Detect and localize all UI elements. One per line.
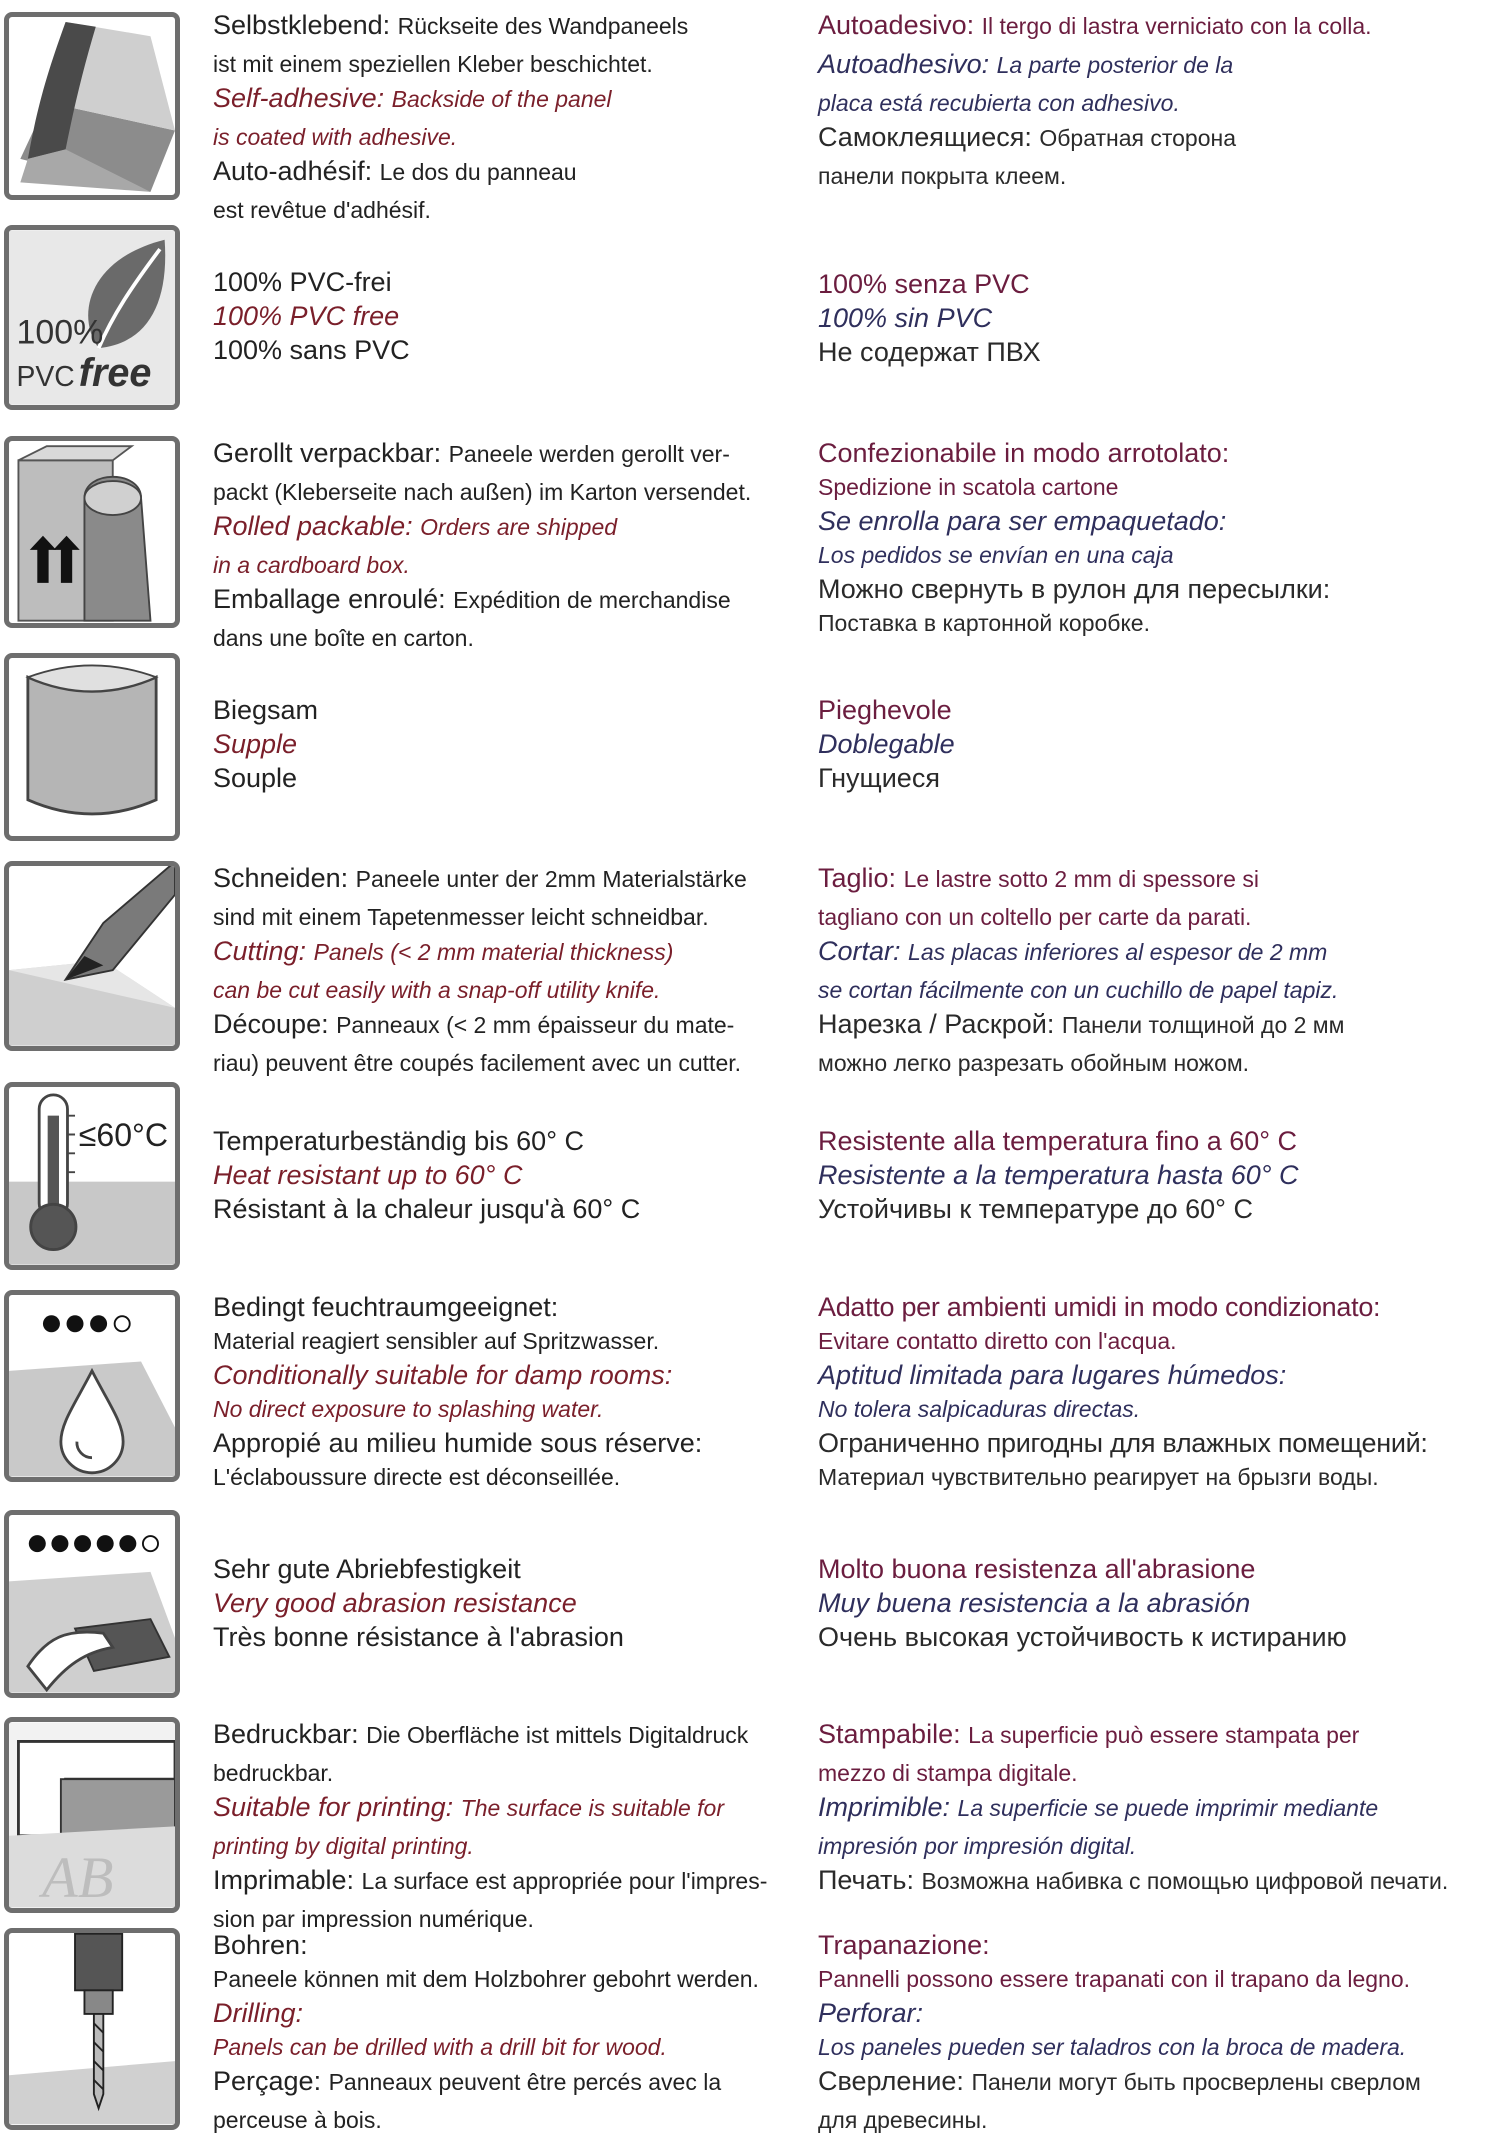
feature-text-de-en-fr [213, 861, 823, 1080]
icon-label-free: free [78, 350, 152, 395]
rating-dot-filled [51, 1535, 68, 1552]
text-ru: Поставка в картонной коробке. [818, 610, 1150, 636]
heading-en: Conditionally suitable for damp rooms: [213, 1360, 673, 1390]
feature-text-de-en-fr [213, 1928, 823, 2137]
text-es: La parte posterior de la [996, 52, 1234, 78]
rating-dot-filled [119, 1535, 136, 1552]
text-ru: Панели могут быть просверлены сверлом [971, 2069, 1421, 2095]
feature-text-de-en-fr [213, 436, 823, 655]
text-fr: Panneaux peuvent être percés avec la [328, 2069, 722, 2095]
heading-de: Sehr gute Abriebfestigkeit [213, 1554, 521, 1584]
text-fr-cont: riau) peuvent être coupés facilement avec un cutter. [213, 1050, 742, 1076]
text-en-cont: in a cardboard box. [213, 552, 410, 578]
text-ru: Обратная сторона [1039, 125, 1237, 151]
text-fr-cont: dans une boîte en carton. [213, 625, 474, 651]
text-de: Paneele können mit dem Holzbohrer gebohrt werden. [213, 1966, 759, 1992]
rating-dot-empty [115, 1316, 130, 1331]
feature-text-it-es-ru [818, 1124, 1498, 1226]
feature-text-it-es-ru [818, 1928, 1498, 2137]
heading-fr: Très bonne résistance à l'abrasion [213, 1622, 624, 1652]
heading-it: Confezionabile in modo arrotolato: [818, 438, 1230, 468]
utility-knife-icon [4, 861, 180, 1051]
heading-de: Bedingt feuchtraumgeeignet: [213, 1292, 559, 1322]
heading-es: Autoadhesivo: [818, 49, 997, 79]
heading-fr: Découpe: [213, 1009, 337, 1039]
text-de: Material reagiert sensibler auf Spritzwasser. [213, 1328, 660, 1354]
heading-de: Bohren: [213, 1930, 308, 1960]
text-en-cont: printing by digital printing. [213, 1833, 474, 1859]
feature-text-it-es-ru [818, 1552, 1498, 1654]
feature-text-it-es-ru [818, 8, 1498, 193]
text-es-cont: impresión por impresión digital. [818, 1833, 1137, 1859]
heading-de: 100% PVC-frei [213, 267, 392, 297]
heading-de: Temperaturbeständig bis 60° C [213, 1126, 584, 1156]
heading-fr: Appropié au milieu humide sous réserve: [213, 1428, 703, 1458]
heading-fr: Résistant à la chaleur jusqu'à 60° C [213, 1194, 641, 1224]
text-fr-cont: est revêtue d'adhésif. [213, 197, 431, 223]
feature-text-de-en-fr [213, 693, 823, 795]
text-en-cont: is coated with adhesive. [213, 124, 458, 150]
self-adhesive-panel-icon [4, 12, 180, 200]
rating-dot-filled [43, 1315, 60, 1332]
pvc-free-leaf-icon [4, 225, 180, 410]
abrasion-sponge-icon [4, 1510, 180, 1698]
heading-fr: Emballage enroulé: [213, 584, 454, 614]
text-it: Evitare contatto diretto con l'acqua. [818, 1328, 1177, 1354]
icon-label-pvc: PVC [16, 359, 75, 392]
heading-fr: Souple [213, 763, 298, 793]
text-es: No tolera salpicaduras directas. [818, 1396, 1141, 1422]
thermometer-icon [4, 1082, 180, 1270]
heading-de: Gerollt verpackbar: [213, 438, 449, 468]
text-en-cont: can be cut easily with a snap-off utility knife. [213, 977, 661, 1003]
heading-it: Stampabile: [818, 1719, 969, 1749]
text-de-cont: ist mit einem speziellen Kleber beschichtet. [213, 51, 653, 77]
icon-label-100: 100% [16, 313, 104, 352]
text-it: Le lastre sotto 2 mm di spessore si [903, 866, 1259, 892]
text-fr: La surface est appropriée pour l'impres- [361, 1868, 768, 1894]
text-en: Orders are shipped [420, 514, 618, 540]
text-ru-cont: панели покрыта клеем. [818, 163, 1067, 189]
heading-fr: Auto-adhésif: [213, 156, 380, 186]
rating-dot-filled [90, 1315, 107, 1332]
feature-text-it-es-ru [818, 1717, 1498, 1902]
feature-text-it-es-ru [818, 436, 1498, 640]
heading-en: Cutting: [213, 936, 314, 966]
heading-es: 100% sin PVC [818, 303, 993, 333]
text-ru: Возможна набивка с помощью цифровой печати. [921, 1868, 1449, 1894]
heading-ru: Нарезка / Раскрой: [818, 1009, 1062, 1039]
heading-es: Aptitud limitada para lugares húmedos: [818, 1360, 1287, 1390]
text-de: Die Oberfläche ist mittels Digitaldruck [366, 1722, 749, 1748]
text-ru-cont: можно легко разрезать обойным ножом. [818, 1050, 1250, 1076]
rating-dot-filled [74, 1535, 91, 1552]
bent-panel-icon [4, 653, 180, 841]
text-es-cont: placa está recubierta con adhesivo. [818, 90, 1180, 116]
text-de-cont: bedruckbar. [213, 1760, 334, 1786]
rating-dot-filled [67, 1315, 84, 1332]
feature-text-it-es-ru [818, 861, 1498, 1080]
text-es: La superficie se puede imprimir mediante [957, 1795, 1379, 1821]
text-es-cont: se cortan fácilmente con un cuchillo de papel tapiz. [818, 977, 1339, 1003]
drill-icon [4, 1928, 180, 2130]
heading-it: Autoadesivo: [818, 10, 982, 40]
icon-label-60c: ≤60°C [78, 1116, 168, 1153]
heading-es: Muy buena resistencia a la abrasión [818, 1588, 1251, 1618]
text-fr: Le dos du panneau [379, 159, 577, 185]
text-es: Las placas inferiores al espesor de 2 mm [908, 939, 1328, 965]
heading-de: Bedruckbar: [213, 1719, 367, 1749]
heading-es: Cortar: [818, 936, 909, 966]
print-roller-icon [4, 1717, 180, 1913]
feature-text-it-es-ru [818, 693, 1498, 795]
text-en: Panels (< 2 mm material thickness) [313, 939, 674, 965]
text-fr: Panneaux (< 2 mm épaisseur du mate- [336, 1012, 735, 1038]
feature-text-de-en-fr [213, 265, 823, 367]
heading-fr: Imprimable: [213, 1865, 362, 1895]
text-fr: Expédition de merchandise [453, 587, 731, 613]
heading-fr: 100% sans PVC [213, 335, 410, 365]
heading-en: Supple [213, 729, 298, 759]
rolled-box-icon [4, 436, 180, 628]
text-it-cont: tagliano con un coltello per carte da parati. [818, 904, 1252, 930]
heading-it: Pieghevole [818, 695, 952, 725]
text-it: Pannelli possono essere trapanati con il trapano da legno. [818, 1966, 1411, 1992]
heading-es: Perforar: [818, 1998, 924, 2028]
heading-it: Trapanazione: [818, 1930, 990, 1960]
heading-en: Drilling: [213, 1998, 304, 2028]
text-ru: Материал чувствительно реагирует на брызги воды. [818, 1464, 1379, 1490]
heading-ru: Не содержат ПВХ [818, 337, 1041, 367]
heading-ru: Гнущиеся [818, 763, 940, 793]
heading-en: Suitable for printing: [213, 1792, 461, 1822]
heading-en: Self-adhesive: [213, 83, 392, 113]
text-it-cont: mezzo di stampa digitale. [818, 1760, 1078, 1786]
heading-ru: Устойчивы к температуре до 60° C [818, 1194, 1253, 1224]
heading-de: Schneiden: [213, 863, 356, 893]
heading-en: Very good abrasion resistance [213, 1588, 577, 1618]
heading-fr: Perçage: [213, 2066, 329, 2096]
heading-en: Rolled packable: [213, 511, 421, 541]
rating-dot-filled [97, 1535, 114, 1552]
heading-ru: Самоклеящиеся: [818, 122, 1040, 152]
heading-de: Selbstklebend: [213, 10, 398, 40]
heading-ru: Очень высокая устойчивость к истиранию [818, 1622, 1347, 1652]
rating-dot-filled [29, 1535, 46, 1552]
icon-label-ab: AB [42, 1845, 114, 1908]
text-ru-cont: для древесины. [818, 2107, 988, 2133]
feature-text-de-en-fr [213, 1717, 823, 1936]
heading-it: Resistente alla temperatura fino a 60° C [818, 1126, 1298, 1156]
text-de-cont: sind mit einem Tapetenmesser leicht schneidbar. [213, 904, 709, 930]
text-it: Il tergo di lastra verniciato con la colla. [981, 13, 1372, 39]
text-en: No direct exposure to splashing water. [213, 1396, 604, 1422]
text-it: La superficie può essere stampata per [968, 1722, 1360, 1748]
heading-ru: Печать: [818, 1865, 922, 1895]
heading-it: 100% senza PVC [818, 269, 1030, 299]
text-de: Paneele unter der 2mm Materialstärke [355, 866, 747, 892]
feature-text-de-en-fr [213, 1124, 823, 1226]
feature-text-de-en-fr [213, 8, 823, 227]
text-de: Paneele werden gerollt ver- [448, 441, 730, 467]
heading-ru: Сверление: [818, 2066, 972, 2096]
feature-text-de-en-fr [213, 1290, 823, 1494]
text-en: The surface is suitable for [460, 1795, 724, 1821]
text-en: Backside of the panel [391, 86, 612, 112]
text-es: Los pedidos se envían en una caja [818, 542, 1174, 568]
heading-es: Doblegable [818, 729, 955, 759]
heading-it: Adatto per ambienti umidi in modo condizionato: [818, 1292, 1381, 1322]
text-fr-cont: perceuse à bois. [213, 2107, 382, 2133]
heading-en: 100% PVC free [213, 301, 400, 331]
heading-ru: Ограниченно пригодны для влажных помещений: [818, 1428, 1428, 1458]
heading-es: Resistente a la temperatura hasta 60° C [818, 1160, 1299, 1190]
text-de-cont: packt (Kleberseite nach außen) im Karton versendet. [213, 479, 752, 505]
water-drop-icon [4, 1290, 180, 1482]
heading-ru: Можно свернуть в рулон для пересылки: [818, 574, 1331, 604]
feature-text-it-es-ru [818, 1290, 1498, 1494]
heading-es: Se enrolla para ser empaquetado: [818, 506, 1227, 536]
text-en: Panels can be drilled with a drill bit for wood. [213, 2034, 667, 2060]
text-ru: Панели толщиной до 2 мм [1061, 1012, 1345, 1038]
text-fr: L'éclaboussure directe est déconseillée. [213, 1464, 621, 1490]
text-es: Los paneles pueden ser taladros con la broca de madera. [818, 2034, 1407, 2060]
heading-it: Molto buona resistenza all'abrasione [818, 1554, 1256, 1584]
text-it: Spedizione in scatola cartone [818, 474, 1119, 500]
heading-en: Heat resistant up to 60° C [213, 1160, 523, 1190]
heading-de: Biegsam [213, 695, 319, 725]
feature-text-it-es-ru [818, 267, 1498, 369]
heading-it: Taglio: [818, 863, 904, 893]
feature-text-de-en-fr [213, 1552, 823, 1654]
rating-dot-empty [143, 1536, 158, 1551]
text-de: Rückseite des Wandpaneels [397, 13, 689, 39]
text-fr-cont: sion par impression numérique. [213, 1906, 534, 1932]
heading-es: Imprimible: [818, 1792, 958, 1822]
